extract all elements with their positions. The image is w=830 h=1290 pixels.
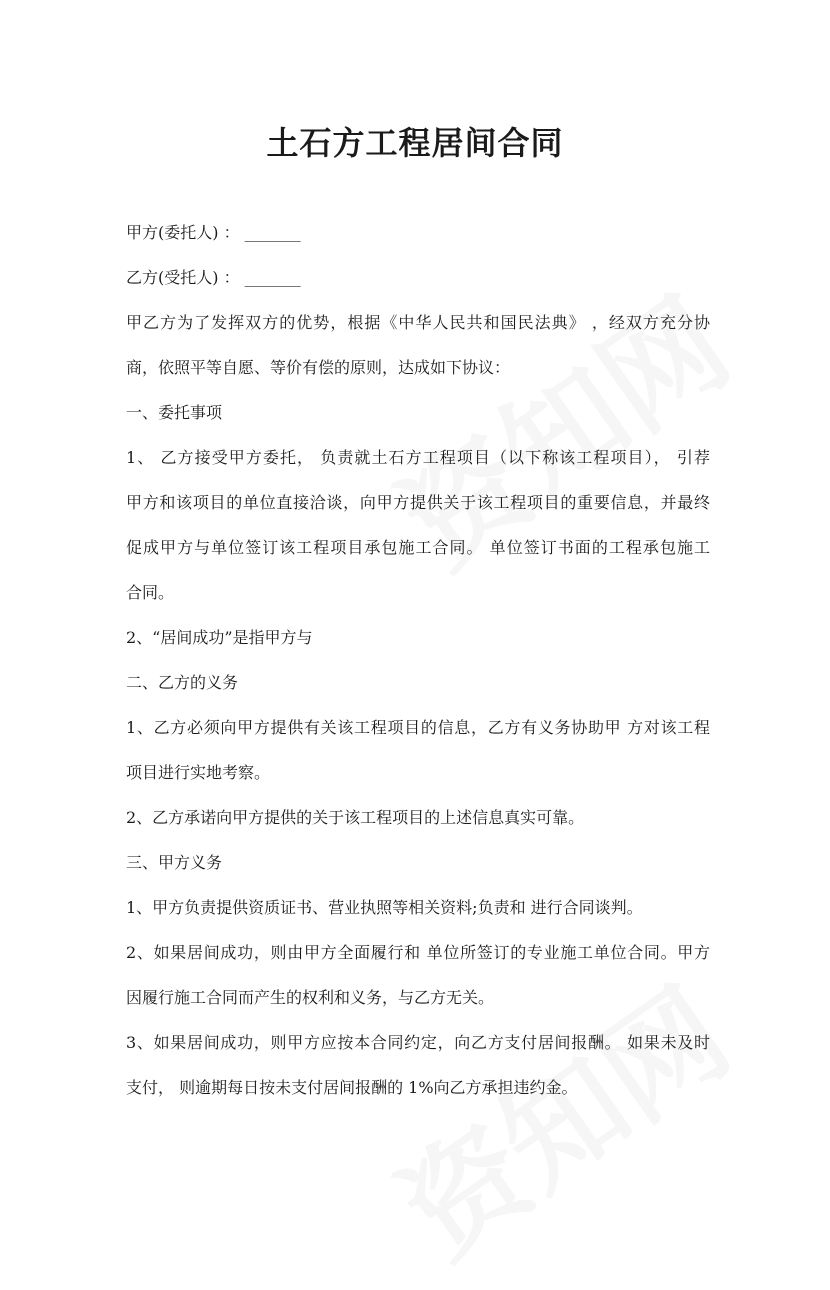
section3-item1: 1、甲方负责提供资质证书、营业执照等相关资料;负责和 进行合同谈判。 xyxy=(126,898,643,917)
section-heading: 一、委托事项 xyxy=(126,403,223,422)
paragraph-line: 2、如果居间成功，则由甲方全面履行和 单位所签订的专业施工单位合同。甲方 xyxy=(126,943,710,962)
paragraph-line: 甲方和该项目的单位直接洽谈，向甲方提供关于该工程项目的重要信息，并最终 xyxy=(126,493,710,512)
section3-item2 xyxy=(126,938,710,1013)
paragraph-line: 支付， 则逾期每日按未支付居间报酬的 1%向乙方承担违约金。 xyxy=(126,1078,578,1097)
section-heading: 三、甲方义务 xyxy=(126,853,223,872)
party-a-line: 甲方(委托人) ： _______ xyxy=(126,223,301,242)
section2-item1 xyxy=(126,713,710,788)
paragraph-line: 促成甲方与单位签订该工程项目承包施工合同。 单位签订书面的工程承包施工 xyxy=(126,538,710,557)
section-heading: 二、乙方的义务 xyxy=(126,673,239,692)
paragraph-line: 商，依照平等自愿、等价有偿的原则，达成如下协议： xyxy=(126,358,511,377)
paragraph-line: 合同。 xyxy=(126,583,175,602)
paragraph-line: 3、如果居间成功，则甲方应按本合同约定，向乙方支付居间报酬。 如果未及时 xyxy=(126,1033,710,1052)
paragraph-line: 因履行施工合同而产生的权利和义务，与乙方无关。 xyxy=(126,988,495,1007)
party-b-line: 乙方(受托人) ： _______ xyxy=(126,268,301,287)
section2-item2: 2、乙方承诺向甲方提供的关于该工程项目的上述信息真实可靠。 xyxy=(126,808,585,827)
intro-paragraph xyxy=(126,308,710,383)
section1-item1 xyxy=(126,443,710,608)
paragraph-line: 项目进行实地考察。 xyxy=(126,763,271,782)
document-title: 土石方工程居间合同 xyxy=(266,124,564,162)
contract-body xyxy=(126,218,710,1118)
section1-item2: 2、“居间成功”是指甲方与 xyxy=(126,628,313,647)
paragraph-line: 1、 乙方接受甲方委托， 负责就土石方工程项目（以下称该工程项目）， 引荐 xyxy=(126,448,710,467)
paragraph-line: 1、乙方必须向甲方提供有关该工程项目的信息，乙方有义务协助甲 方对该工程 xyxy=(126,718,710,737)
paragraph-line: 甲乙方为了发挥双方的优势，根据《中华人民共和国民法典》 ，经双方充分协 xyxy=(126,313,710,332)
section3-item3 xyxy=(126,1028,710,1103)
